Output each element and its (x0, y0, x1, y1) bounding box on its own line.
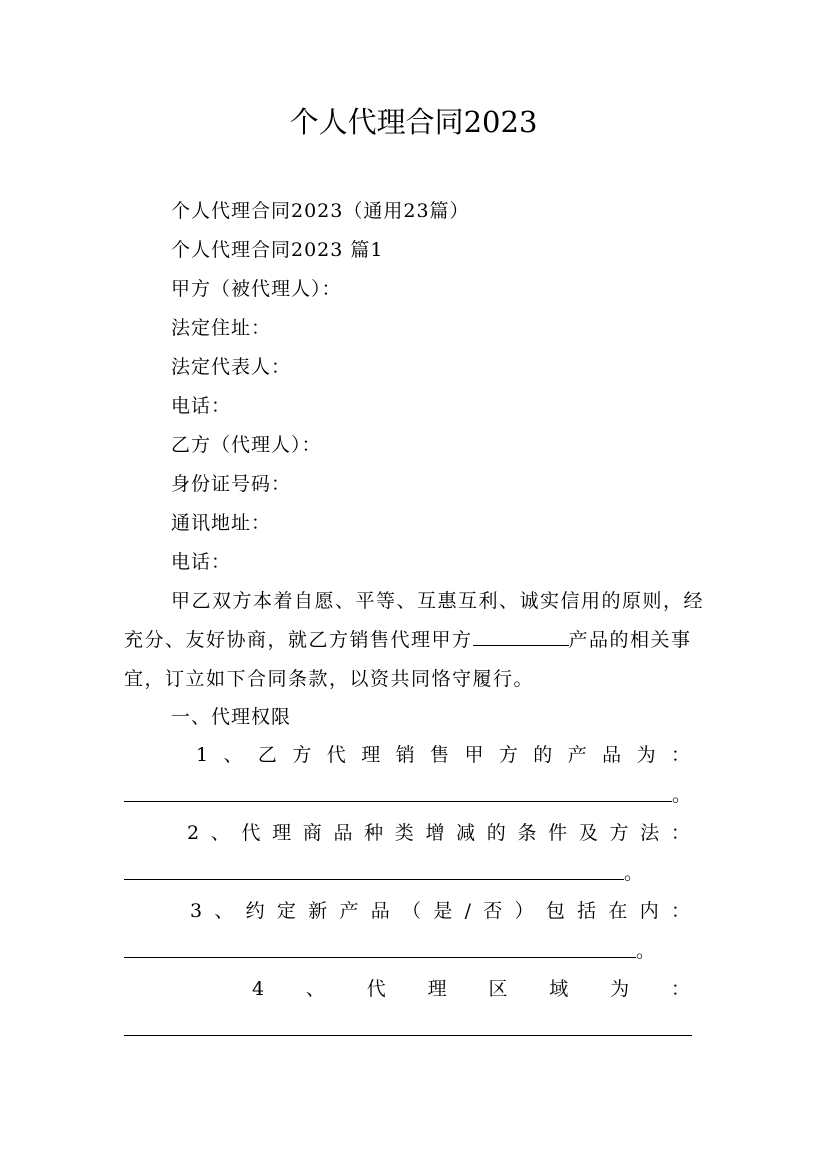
party-a-label: 甲方（被代理人）： (171, 278, 342, 300)
clause-char: 减 (456, 822, 476, 844)
clause-char: 是 (433, 900, 453, 922)
clause-char: 、 (214, 900, 234, 922)
clause-char: 代 (326, 744, 346, 766)
clause-char: 及 (578, 822, 598, 844)
clause-char: 域 (549, 978, 569, 1000)
clause-char: 理 (272, 822, 292, 844)
clause-char: ） (514, 900, 534, 922)
clause-char: 代 (241, 822, 261, 844)
clause-char: 方 (292, 744, 312, 766)
clause-char: 理 (361, 744, 381, 766)
clause-char: 商 (302, 822, 322, 844)
clause-char: 内 (639, 900, 659, 922)
clause-char: ： (670, 744, 690, 766)
intro-text-after: 产品的相关事宜，订立如下合同条款，以资共同恪守履行。 (124, 629, 692, 690)
clause-char: 定 (276, 900, 296, 922)
intro-text-before: 甲乙双方本着自愿、平等、互惠互利、诚实信用的原则，经充分、友好协商，就乙方销售代理甲方 (124, 590, 705, 651)
clause-char: ： (670, 822, 690, 844)
document-subtitle: 个人代理合同2023（通用23篇） (171, 200, 470, 222)
party-a-representative: 法定代表人： (171, 356, 292, 378)
clause-char: 括 (577, 900, 597, 922)
fill-line (124, 801, 672, 802)
item-end: 。 (636, 940, 656, 962)
fill-line (124, 957, 636, 958)
clause-char: 销 (395, 744, 415, 766)
clause-char: 品 (333, 822, 353, 844)
clause-char: 4 (252, 978, 265, 1000)
clause-char: 品 (602, 744, 622, 766)
clause-char: ： (670, 978, 690, 1000)
party-b-id-number: 身份证号码： (171, 473, 292, 495)
clause-char: 3 (190, 900, 203, 922)
party-a-address: 法定住址： (171, 317, 272, 339)
item-end: 。 (672, 784, 692, 806)
party-b-address: 通讯地址： (171, 512, 272, 534)
clause-char: 售 (430, 744, 450, 766)
clause-char: / (464, 900, 472, 922)
clause-item-3 (124, 898, 690, 924)
clause-item-2 (124, 820, 690, 846)
clause-char: 2 (187, 822, 200, 844)
clause-item-4-blank (124, 1016, 692, 1042)
clause-char: 、 (210, 822, 230, 844)
clause-char: 乙 (257, 744, 277, 766)
clause-char: 为 (636, 744, 656, 766)
intro-paragraph (124, 582, 704, 699)
document-title: 个人代理合同2023 (289, 105, 538, 139)
product-blank (473, 627, 569, 646)
clause-item-4 (124, 976, 690, 1002)
clause-char: 的 (486, 822, 506, 844)
clause-char: ： (670, 900, 690, 922)
clause-char: 类 (394, 822, 414, 844)
clause-char: 区 (488, 978, 508, 1000)
clause-char: 甲 (464, 744, 484, 766)
clause-char: 否 (483, 900, 503, 922)
section-heading: 个人代理合同2023 篇1 (171, 239, 384, 261)
clause-char: 种 (364, 822, 384, 844)
clause-char: 方 (498, 744, 518, 766)
clause-char: 法 (640, 822, 660, 844)
party-b-phone: 电话： (171, 551, 232, 573)
clause-char: 、 (305, 978, 325, 1000)
clause-char: 的 (533, 744, 553, 766)
clause-char: 条 (517, 822, 537, 844)
clause-char: 1 (196, 744, 209, 766)
party-b-label: 乙方（代理人）： (171, 434, 322, 456)
clause-char: 产 (339, 900, 359, 922)
clause-char: 为 (610, 978, 630, 1000)
clause-char: 产 (567, 744, 587, 766)
clause-heading: 一、代理权限 (171, 706, 292, 728)
clause-char: 新 (308, 900, 328, 922)
item-end: 。 (624, 862, 644, 884)
clause-char: （ (402, 900, 422, 922)
clause-char: 代 (366, 978, 386, 1000)
clause-item-3-blank (124, 938, 655, 964)
clause-char: 在 (608, 900, 628, 922)
clause-char: 件 (548, 822, 568, 844)
clause-char: 品 (370, 900, 390, 922)
fill-line (124, 1035, 692, 1036)
clause-char: 、 (223, 744, 243, 766)
clause-item-1-blank (124, 782, 691, 808)
clause-char: 包 (545, 900, 565, 922)
clause-char: 增 (425, 822, 445, 844)
clause-char: 方 (609, 822, 629, 844)
fill-line (124, 879, 624, 880)
clause-item-2-blank (124, 860, 643, 886)
clause-char: 理 (427, 978, 447, 1000)
clause-char: 约 (245, 900, 265, 922)
party-a-phone: 电话： (171, 395, 232, 417)
clause-item-1 (124, 742, 690, 768)
